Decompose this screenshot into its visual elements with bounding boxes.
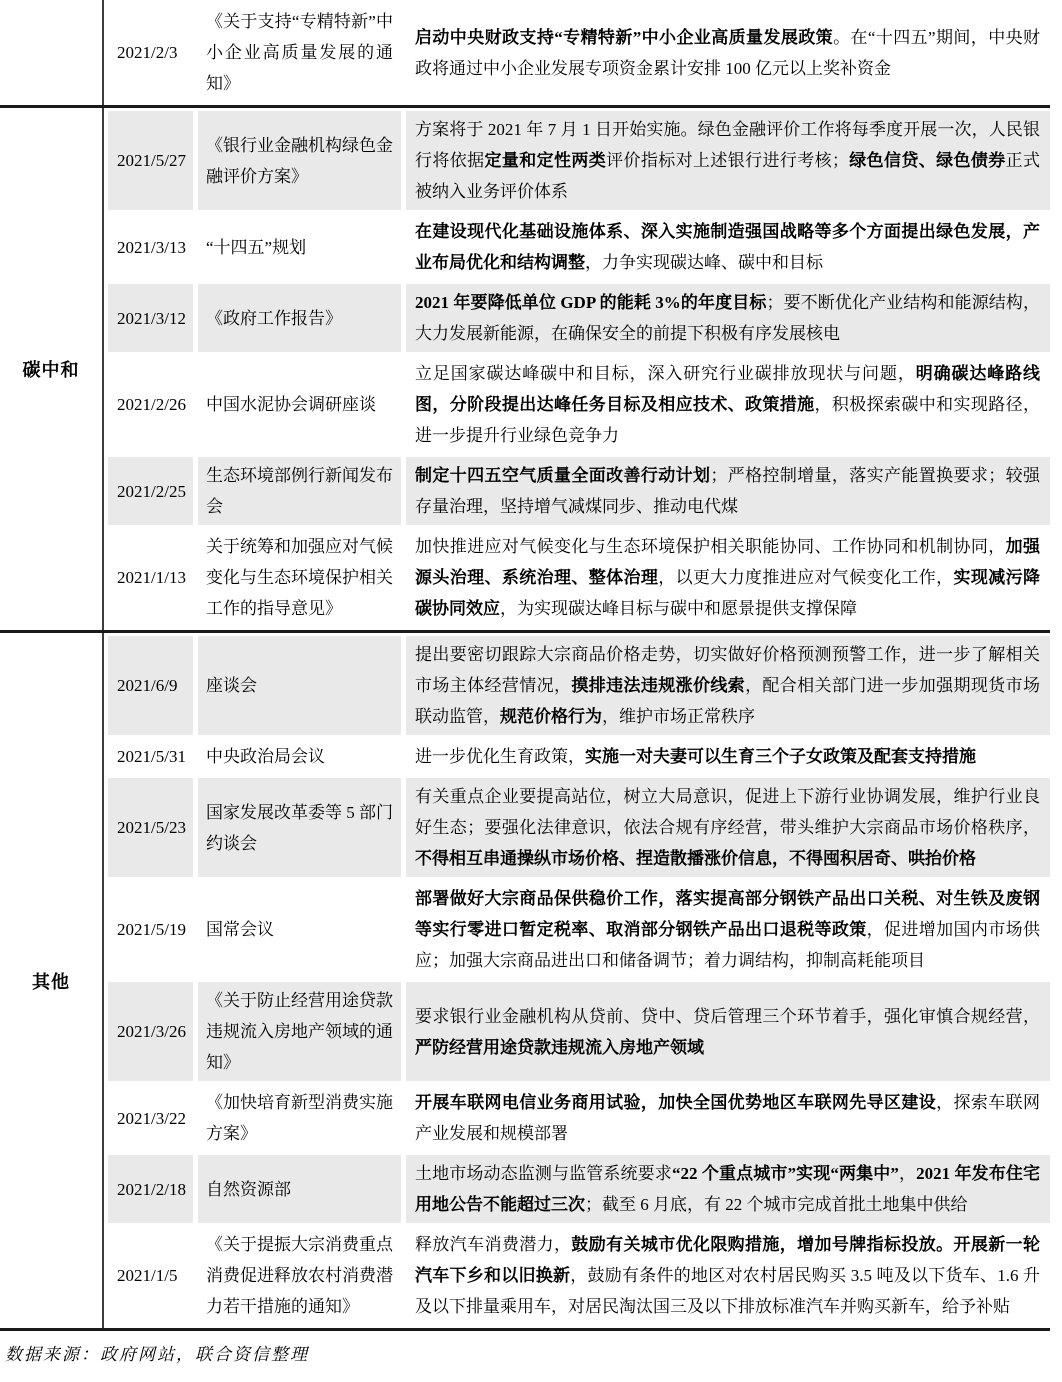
table-section bbox=[0, 105, 1050, 630]
description-cell: 制定十四五空气质量全面改善行动计划；严格控制增量，落实产能置换要求；较强存量治理，坚持增气减煤同步、推动电代煤 bbox=[406, 457, 1050, 525]
policy-cell: 生态环境部例行新闻发布会 bbox=[198, 457, 401, 525]
date-cell: 2021/5/23 bbox=[108, 778, 193, 877]
table-section bbox=[0, 0, 1050, 105]
category-cell: 其他 bbox=[32, 971, 70, 992]
date-cell: 2021/6/9 bbox=[108, 636, 193, 735]
description-cell: 在建设现代化基础设施体系、深入实施制造强国战略等多个方面提出绿色发展，产业布局优化和结构调整，力争实现碳达峰、碳中和目标 bbox=[415, 222, 1040, 272]
policy-cell: 《关于提振大宗消费重点消费促进释放农村消费潜力若干措施的通知》 bbox=[206, 1235, 393, 1316]
section-rows bbox=[102, 0, 1050, 105]
description-cell: 土地市场动态监测与监管系统要求“22 个重点城市”实现“两集中”，2021 年发布住宅用地公告不能超过三次；截至 6 月底，有 22 个城市完成首批土地集中供给 bbox=[406, 1155, 1050, 1223]
table-row bbox=[108, 213, 1050, 281]
date-cell: 2021/3/13 bbox=[117, 237, 186, 257]
section-rows bbox=[102, 633, 1050, 1328]
table-row bbox=[108, 778, 1050, 877]
policy-cell: 《政府工作报告》 bbox=[198, 284, 401, 352]
data-source-note: 数据来源：政府网站，联合资信整理 bbox=[5, 1345, 309, 1365]
table-row bbox=[108, 111, 1050, 210]
description-cell: 启动中央财政支持“专精特新”中小企业高质量发展政策。在“十四五”期间，中央财政将通过中小企业发展专项资金累计安排 100 亿元以上奖补资金 bbox=[415, 27, 1041, 78]
section-rows bbox=[102, 108, 1050, 630]
date-cell: 2021/5/27 bbox=[108, 111, 193, 210]
table-row bbox=[108, 355, 1050, 454]
policy-cell: 《关于支持“专精特新”中小企业高质量发展的通知》 bbox=[206, 12, 393, 93]
date-cell: 2021/5/31 bbox=[117, 747, 186, 766]
description-cell: 提出要密切跟踪大宗商品价格走势，切实做好价格预测预警工作，进一步了解相关市场主体经营情况，摸排违法违规涨价线索，配合相关部门进一步加强期现货市场联动监管，规范价格行为，维护市场正常秩序 bbox=[406, 636, 1050, 735]
table-row bbox=[108, 528, 1050, 627]
date-cell: 2021/2/3 bbox=[117, 43, 178, 62]
table-row bbox=[108, 284, 1050, 352]
policy-cell: 中央政治局会议 bbox=[206, 747, 325, 766]
date-cell: 2021/3/12 bbox=[108, 284, 193, 352]
policy-cell: “十四五”规划 bbox=[206, 237, 307, 257]
table-row bbox=[108, 1155, 1050, 1223]
table-row bbox=[108, 1084, 1050, 1152]
description-cell: 2021 年要降低单位 GDP 的能耗 3%的年度目标；要不断优化产业结构和能源结构，大力发展新能源，在确保安全的前提下积极有序发展核电 bbox=[406, 284, 1050, 352]
table-row bbox=[108, 982, 1050, 1081]
date-cell: 2021/1/5 bbox=[117, 1266, 178, 1285]
category-cell bbox=[0, 0, 102, 105]
policy-cell: 自然资源部 bbox=[198, 1155, 401, 1223]
description-cell: 立足国家碳达峰碳中和目标，深入研究行业碳排放现状与问题，明确碳达峰路线图，分阶段提出达峰任务目标及相应技术、政策措施，积极探索碳中和实现路径，进一步提升行业绿色竞争力 bbox=[415, 364, 1041, 445]
description-cell: 加快推进应对气候变化与生态环境保护相关职能协同、工作协同和机制协同，加强源头治理、系统治理、整体治理，以更大力度推进应对气候变化工作，实现减污降碳协同效应，为实现碳达峰目标与碳中和愿景提供支撑保障 bbox=[415, 537, 1041, 618]
policy-cell: 中国水泥协会调研座谈 bbox=[206, 395, 376, 414]
policy-cell: 国常会议 bbox=[206, 920, 274, 939]
policy-cell: 《银行业金融机构绿色金融评价方案》 bbox=[198, 111, 401, 210]
table-row bbox=[108, 3, 1050, 102]
table-section bbox=[0, 630, 1050, 1328]
policy-cell: 关于统筹和加强应对气候变化与生态环境保护相关工作的指导意见》 bbox=[206, 537, 393, 618]
policy-cell: 国家发展改革委等 5 部门约谈会 bbox=[198, 778, 401, 877]
description-cell: 进一步优化生育政策，实施一对夫妻可以生育三个子女政策及配套支持措施 bbox=[415, 747, 976, 766]
policy-cell: 《关于防止经营用途贷款违规流入房地产领域的通知》 bbox=[198, 982, 401, 1081]
date-cell: 2021/5/19 bbox=[117, 920, 186, 939]
table-row bbox=[108, 636, 1050, 735]
description-cell: 方案将于 2021 年 7 月 1 日开始实施。绿色金融评价工作将每季度开展一次，人民银行将依据定量和定性两类评价指标对上述银行进行考核；绿色信贷、绿色债券正式被纳入业务评价体系 bbox=[406, 111, 1050, 210]
date-cell: 2021/2/18 bbox=[108, 1155, 193, 1223]
date-cell: 2021/2/26 bbox=[117, 395, 186, 414]
date-cell: 2021/2/25 bbox=[108, 457, 193, 525]
table-row bbox=[108, 880, 1050, 979]
description-cell: 部署做好大宗商品保供稳价工作，落实提高部分钢铁产品出口关税、对生铁及废钢等实行零进口暂定税率、取消部分钢铁产品出口退税等政策，促进增加国内市场供应；加强大宗商品进出口和储备调节；着力调结构，抑制高耗能项目 bbox=[415, 889, 1040, 970]
description-cell: 要求银行业金融机构从贷前、贷中、贷后管理三个环节着手，强化审慎合规经营，严防经营用途贷款违规流入房地产领域 bbox=[406, 982, 1050, 1081]
policy-cell: 座谈会 bbox=[198, 636, 401, 735]
description-cell: 释放汽车消费潜力，鼓励有关城市优化限购措施，增加号牌指标投放。开展新一轮汽车下乡和以旧换新，鼓励有条件的地区对农村居民购买 3.5 吨及以下货车、1.6 升及以下排量乘用车，对居民淘汰国三及以下排放标准汽车并购买新车，给予补贴 bbox=[415, 1235, 1040, 1316]
description-cell: 开展车联网电信业务商用试验，加快全国优势地区车联网先导区建设，探索车联网产业发展和规模部署 bbox=[415, 1093, 1041, 1143]
table-row bbox=[108, 738, 1050, 775]
date-cell: 2021/3/26 bbox=[108, 982, 193, 1081]
date-cell: 2021/3/22 bbox=[117, 1108, 186, 1128]
date-cell: 2021/1/13 bbox=[117, 568, 186, 587]
category-cell: 碳中和 bbox=[22, 360, 80, 380]
description-cell: 有关重点企业要提高站位，树立大局意识，促进上下游行业协调发展，维护行业良好生态；要强化法律意识，依法合规有序经营，带头维护大宗商品市场价格秩序，不得相互串通操纵市场价格、捏造散播涨价信息，不得囤积居奇、哄抬价格 bbox=[406, 778, 1050, 877]
table-row bbox=[108, 457, 1050, 525]
policy-cell: 《加快培育新型消费实施方案》 bbox=[206, 1093, 393, 1143]
table-row bbox=[108, 1226, 1050, 1325]
